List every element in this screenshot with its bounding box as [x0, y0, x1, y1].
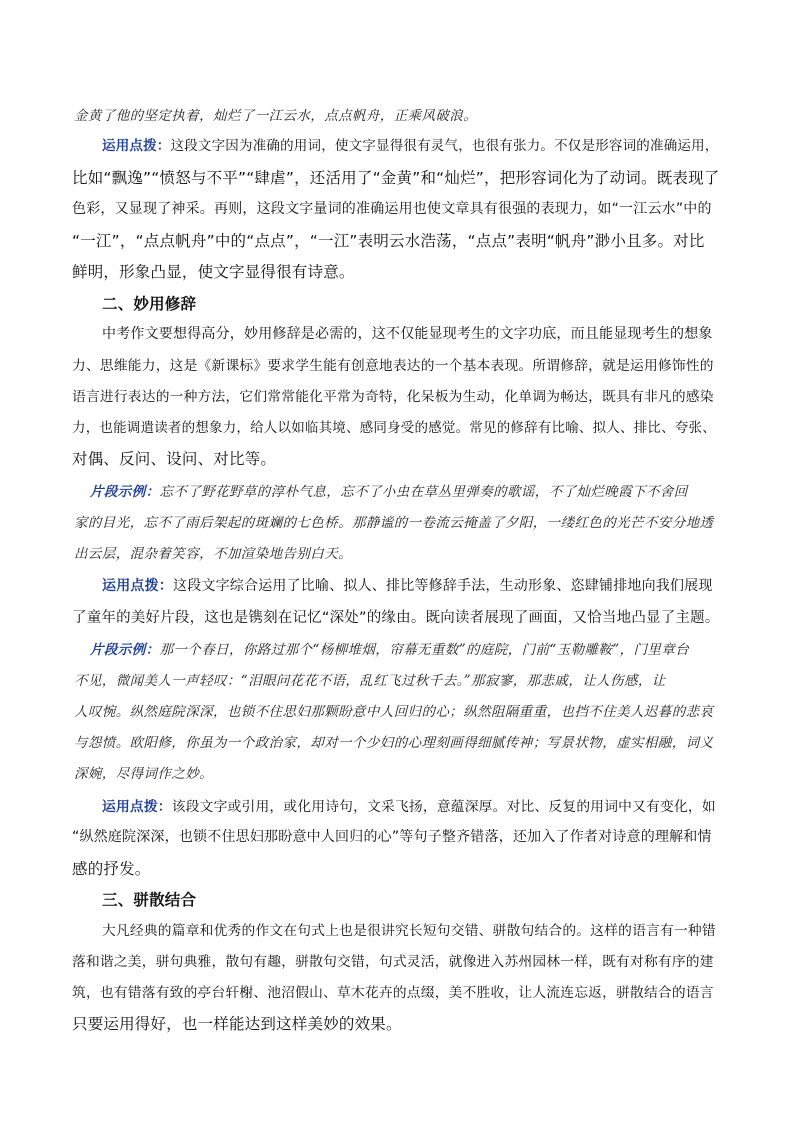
section-heading-rhetoric: 二、妙用修辞 [102, 295, 197, 313]
tip-line: “一江”，“点点帆舟”中的“点点”，“一江”表明云水浩荡，“点点”表明“帆舟”渺小且多。对比 [72, 232, 705, 250]
tip-line: 了童年的美好片段，这也是镌刻在记忆“深处”的缘由。既向读者展现了画面，又恰当地凸显了主题。 [72, 610, 720, 626]
example-tail-line: 金黄了他的坚定执着，灿烂了一江云水，点点帆舟，正乘风破浪。 [74, 108, 478, 124]
example-label: 片段示例： [90, 484, 160, 500]
tip-line: 比如“飘逸”“愤怒与不平”“肆虐”，还活用了“金黄”和“灿烂”，把形容词化为了动词。既表现了 [72, 169, 720, 187]
example-paragraph: 片段示例：忘不了野花野草的淳朴气息，忘不了小虫在草丛里弹奏的歌谣，不了灿烂晚霞下不舍回 [90, 484, 688, 500]
example-line: 与怨愤。欧阳修，你虽为一个政治家，却对一个少妇的心理刻画得细腻传神；写景状物，虚实相融，词义 [74, 735, 714, 751]
paragraph-line: 力、思维能力，这是《新课标》要求学生能有创意地表达的一个基本表现。所谓修辞，就是运用修饰性的 [72, 358, 714, 374]
paragraph-line: 力，也能调遣读者的想象力，给人以如临其境、感同身受的感觉。常见的修辞有比喻、拟人、排比、夸张、 [72, 420, 716, 436]
paragraph-line: 筑，也有错落有致的亭台轩榭、池沼假山、草木花卉的点缀，美不胜收，让人流连忘返，骈散结合的语言 [72, 985, 714, 1001]
example-line: 不见，微闻美人一声轻叹：“泪眼问花花不语，乱红飞过秋千去。”那寂寥，那悲戚，让人伤感，让 [74, 673, 666, 689]
paragraph-line: 中考作文要想得高分，妙用修辞是必需的，这不仅能显现考生的文字功底，而且能显现考生的想象 [102, 326, 713, 342]
paragraph-line: 对偶、反问、设问、对比等。 [72, 450, 277, 468]
tip-label: 运用点拨： [102, 138, 171, 154]
example-line: 深婉，尽得词作之妙。 [74, 766, 213, 782]
tip-label: 运用点拨： [102, 799, 172, 815]
section-heading-parallel-prose: 三、骈散结合 [102, 891, 197, 909]
example-line: 家的目光，忘不了雨后架起的斑斓的七色桥。那静谧的一卷流云掩盖了夕阳，一缕红色的光芒不安分地透 [74, 515, 714, 531]
paragraph-line: 落和谐之美，骈句典雅，散句有趣，骈散句交错，句式灵活，就像进入苏州园林一样，既有对称有序的建 [72, 954, 714, 970]
tip-line: “纵然庭院深深，也锁不住思妇那盼意中人回归的心”等句子整齐错落，还加入了作者对诗意的理解和情 [72, 829, 712, 845]
example-label: 片段示例： [90, 642, 160, 658]
tip-paragraph: 运用点拨：这段文字因为准确的用词，使文字显得很有灵气，也很有张力。不仅是形容词的准确运用， [102, 138, 719, 154]
tip-paragraph: 运用点拨：这段文字综合运用了比喻、拟人、排比等修辞手法，生动形象、恣肆铺排地向我们展现 [102, 578, 713, 594]
tip-paragraph: 运用点拨：该段文字或引用，或化用诗句，文采飞扬，意蕴深厚。对比、反复的用词中又有变化，如 [102, 799, 716, 815]
paragraph-line: 语言进行表达的一种方法，它们常常能化平常为奇特，化呆板为生动，化单调为畅达，既具有非凡的感染 [72, 389, 714, 405]
tip-line: 色彩，又显现了神采。再则，这段文字量词的准确运用也使文章具有很强的表现力，如“一江云水”中的 [72, 201, 712, 217]
paragraph-line: 只要运用得好，也一样能达到这样美妙的效果。 [72, 1015, 402, 1033]
paragraph-line: 大凡经典的篇章和优秀的作文在句式上也是很讲究长短句交错、骈散句结合的。这样的语言有一种错 [102, 923, 716, 939]
example-line: 出云层，混杂着笑容，不加渲染地告别白天。 [74, 546, 352, 562]
tip-label: 运用点拨： [102, 578, 173, 594]
tip-line: 鲜明，形象凸显，使文字显得很有诗意。 [72, 263, 355, 281]
example-paragraph: 片段示例：那一个春日，你路过那个“杨柳堆烟，帘幕无重数”的庭院，门前“玉勒雕鞍”，门里章台 [90, 642, 690, 658]
example-line: 人叹惋。纵然庭院深深，也锁不住思妇那颗盼意中人回归的心；纵然阻隔重重，也挡不住美人迟暮的悲哀 [74, 704, 714, 720]
tip-line: 感的抒发。 [72, 860, 151, 878]
